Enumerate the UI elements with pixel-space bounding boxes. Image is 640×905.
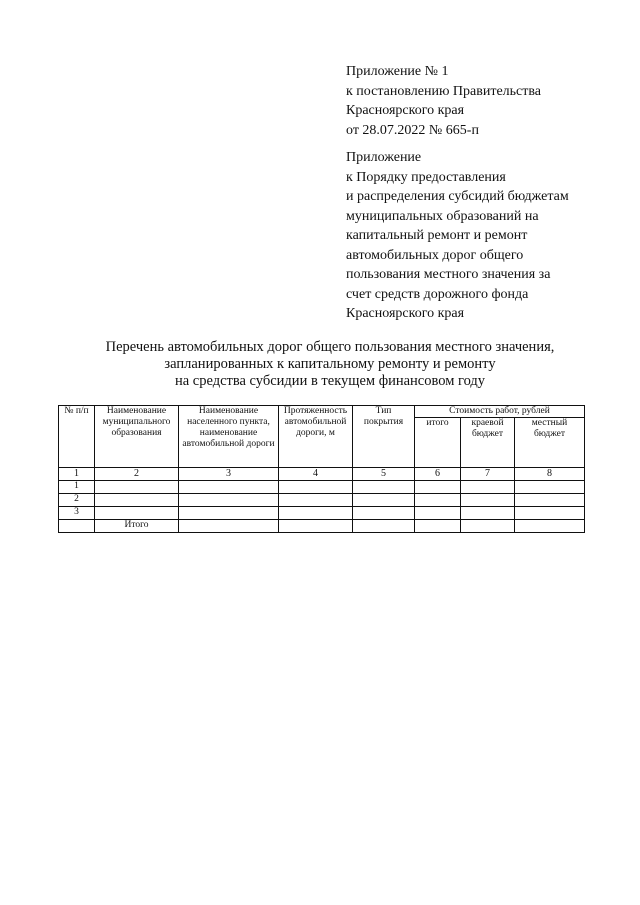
appendix2-line: пользования местного значения за	[346, 267, 551, 282]
appendix-line: к постановлению Правительства	[346, 83, 542, 99]
table-cell	[179, 507, 279, 520]
row-number: 1	[59, 481, 95, 494]
table-row	[59, 481, 585, 494]
table-cell	[279, 481, 353, 494]
appendix2-line: автомобильных дорог общего	[346, 247, 524, 263]
appendix-line: Красноярского края	[346, 103, 465, 118]
table-cell	[179, 494, 279, 507]
table-cell	[353, 481, 415, 494]
appendix2-line: Красноярского края	[346, 306, 465, 321]
row-number: 2	[59, 494, 95, 507]
table-cell	[461, 481, 515, 494]
appendix2-line: Приложение	[346, 150, 422, 165]
column-number: 5	[353, 468, 415, 481]
title-line: на средства субсидии в текущем финансовом году	[174, 373, 486, 389]
appendix2-line: счет средств дорожного фонда	[346, 286, 529, 302]
column-number: 4	[279, 468, 353, 481]
appendix2-line: и распределения субсидий бюджетам	[346, 189, 569, 204]
table-cell	[279, 494, 353, 507]
appendix-to-procedure	[346, 148, 616, 324]
header-local: местный бюджет	[515, 418, 585, 468]
table-cell	[415, 481, 461, 494]
header-cost: Стоимость работ, рублей	[415, 406, 585, 418]
header-length: Протяженность автомобильной дороги, м	[279, 406, 353, 468]
column-number: 2	[95, 468, 179, 481]
table-cell	[515, 494, 585, 507]
column-number: 6	[415, 468, 461, 481]
appendix-header	[346, 62, 616, 140]
header-no: № п/п	[59, 406, 95, 468]
appendix2-line: к Порядку предоставления	[346, 169, 506, 185]
table-cell	[279, 520, 353, 533]
total-row	[59, 520, 585, 533]
table-cell	[95, 507, 179, 520]
table-cell	[353, 507, 415, 520]
table-row	[59, 507, 585, 520]
appendix2-line: капитальный ремонт и ремонт	[346, 228, 528, 243]
column-number: 3	[179, 468, 279, 481]
table-cell	[279, 507, 353, 520]
table-cell	[59, 520, 95, 533]
table-cell	[515, 481, 585, 494]
total-label: Итого	[95, 520, 179, 533]
table-cell	[515, 520, 585, 533]
table-cell	[179, 520, 279, 533]
table-cell	[415, 520, 461, 533]
header-municipality: Наименование муниципального образования	[95, 406, 179, 468]
appendix2-line: муниципальных образований на	[346, 208, 539, 224]
column-number: 8	[515, 468, 585, 481]
table-cell	[415, 494, 461, 507]
table-cell	[95, 494, 179, 507]
roads-table	[58, 405, 585, 533]
appendix-line: Приложение № 1	[346, 64, 449, 79]
table-cell	[179, 481, 279, 494]
table-cell	[461, 520, 515, 533]
header-total: итого	[415, 418, 461, 468]
table-cell	[415, 507, 461, 520]
header-surface: Тип покрытия	[353, 406, 415, 468]
table-cell	[353, 494, 415, 507]
column-number: 1	[59, 468, 95, 481]
table-row	[59, 494, 585, 507]
title-line: запланированных к капитальному ремонту и ремонту	[164, 356, 496, 372]
table-cell	[353, 520, 415, 533]
table-cell	[95, 481, 179, 494]
table-cell	[461, 494, 515, 507]
table-header-row	[59, 406, 585, 418]
header-regional: краевой бюджет	[461, 418, 515, 468]
document-title	[40, 339, 620, 390]
table-cell	[461, 507, 515, 520]
row-number: 3	[59, 507, 95, 520]
column-numbers-row	[59, 468, 585, 481]
title-line: Перечень автомобильных дорог общего пользования местного значения,	[105, 339, 555, 355]
table-cell	[515, 507, 585, 520]
header-road: Наименование населенного пункта, наименование автомобильной дороги	[179, 406, 279, 468]
appendix-line: от 28.07.2022 № 665-п	[346, 122, 479, 138]
column-number: 7	[461, 468, 515, 481]
